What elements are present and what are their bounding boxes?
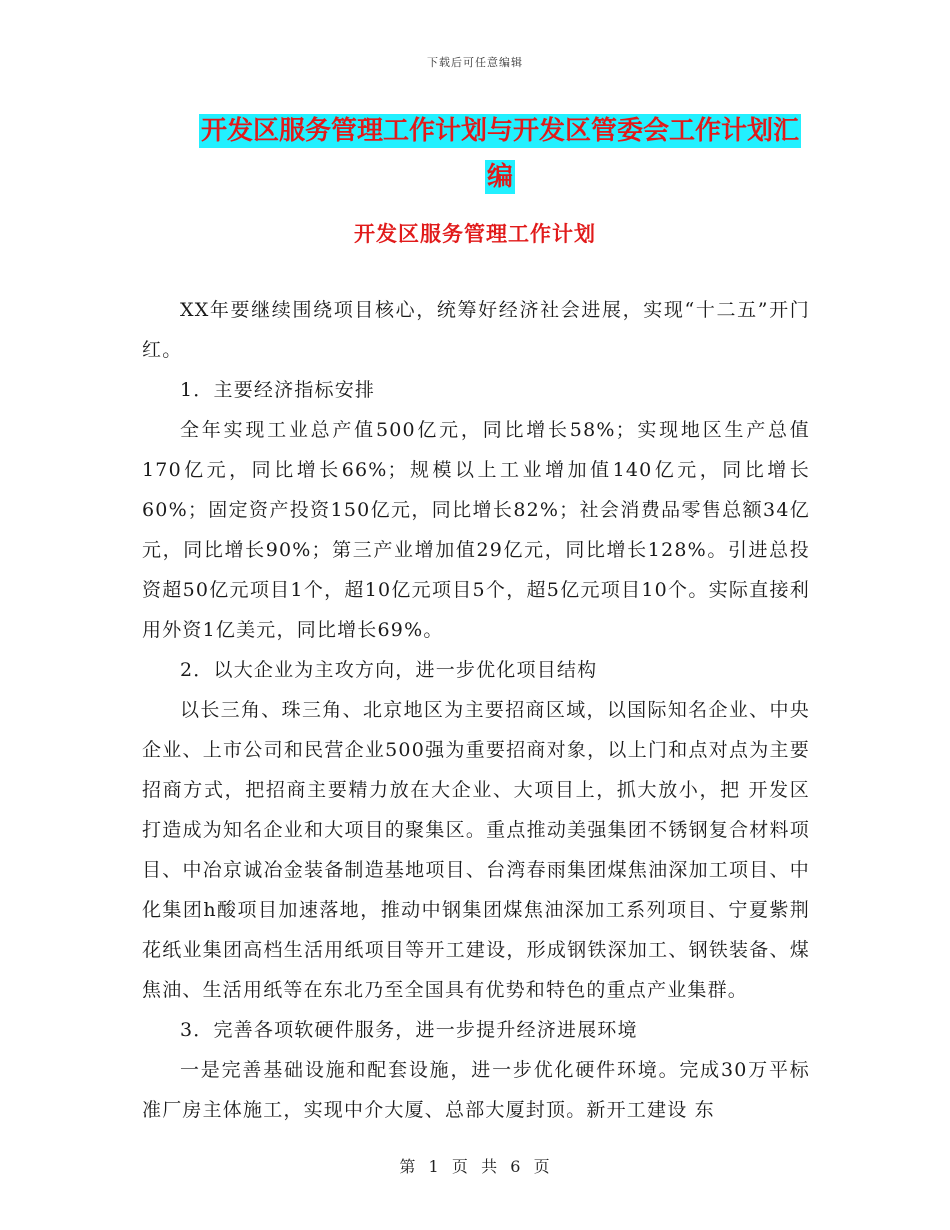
paragraph-heading: 1．主要经济指标安排 <box>180 379 376 401</box>
document-title-line-1: 开发区服务管理工作计划与开发区管委会工作计划汇 <box>200 116 799 146</box>
paragraph-heading: 2．以大企业为主攻方向，进一步优化项目结构 <box>180 659 598 681</box>
page-header-note: 下载后可任意编辑 <box>427 56 523 69</box>
paragraph: 全年实现工业总产值500亿元，同比增长58%；实现地区生产总值170亿元，同比增长66%；规模以上工业增加值140亿元，同比增长60%；固定资产投资150亿元，同比增长82%；社会消费品零售总额34亿元，同比增长90%；第三产业增加值29亿元，同比增长128%。引进总投资超50亿元项目1个，超10亿元项目5个，超5亿元项目10个。实际直接利用外资1亿美元，同比增长69%。 <box>142 419 810 641</box>
paragraph-heading: 3．完善各项软硬件服务，进一步提升经济进展环境 <box>180 1019 638 1041</box>
paragraph: 一是完善基础设施和配套设施，进一步优化硬件环境。完成30万平标准厂房主体施工，实现中介大厦、总部大厦封顶。新开工建设 东 <box>142 1059 810 1121</box>
document-title-line-2: 编 <box>486 162 513 192</box>
page-number: 第 1 页 共 6 页 <box>399 1157 551 1176</box>
paragraph: 以长三角、珠三角、北京地区为主要招商区域，以国际知名企业、中央企业、上市公司和民营企业500强为重要招商对象，以上门和点对点为主要招商方式，把招商主要精力放在大企业、大项目上，抓大放小，把 开发区打造成为知名企业和大项目的聚集区。重点推动美强集团不锈钢复合材料项目、中冶京诚冶金装备制造基地项目、台湾春雨集团煤焦油深加工项目、中化集团h酸项目加速落地，推动中钢集团煤焦油深加工系列项目、宁夏紫荆花纸业集团高档生活用纸项目等开工建设，形成钢铁深加工、钢铁装备、煤焦油、生活用纸等在东北乃至全国具有优势和特色的重点产业集群。 <box>142 699 810 1001</box>
document-body <box>142 290 810 1130</box>
section-title: 开发区服务管理工作计划 <box>354 221 596 246</box>
document-title <box>180 108 820 200</box>
paragraph: XX年要继续围绕项目核心，统筹好经济社会进展，实现“十二五”开门红。 <box>142 299 810 361</box>
